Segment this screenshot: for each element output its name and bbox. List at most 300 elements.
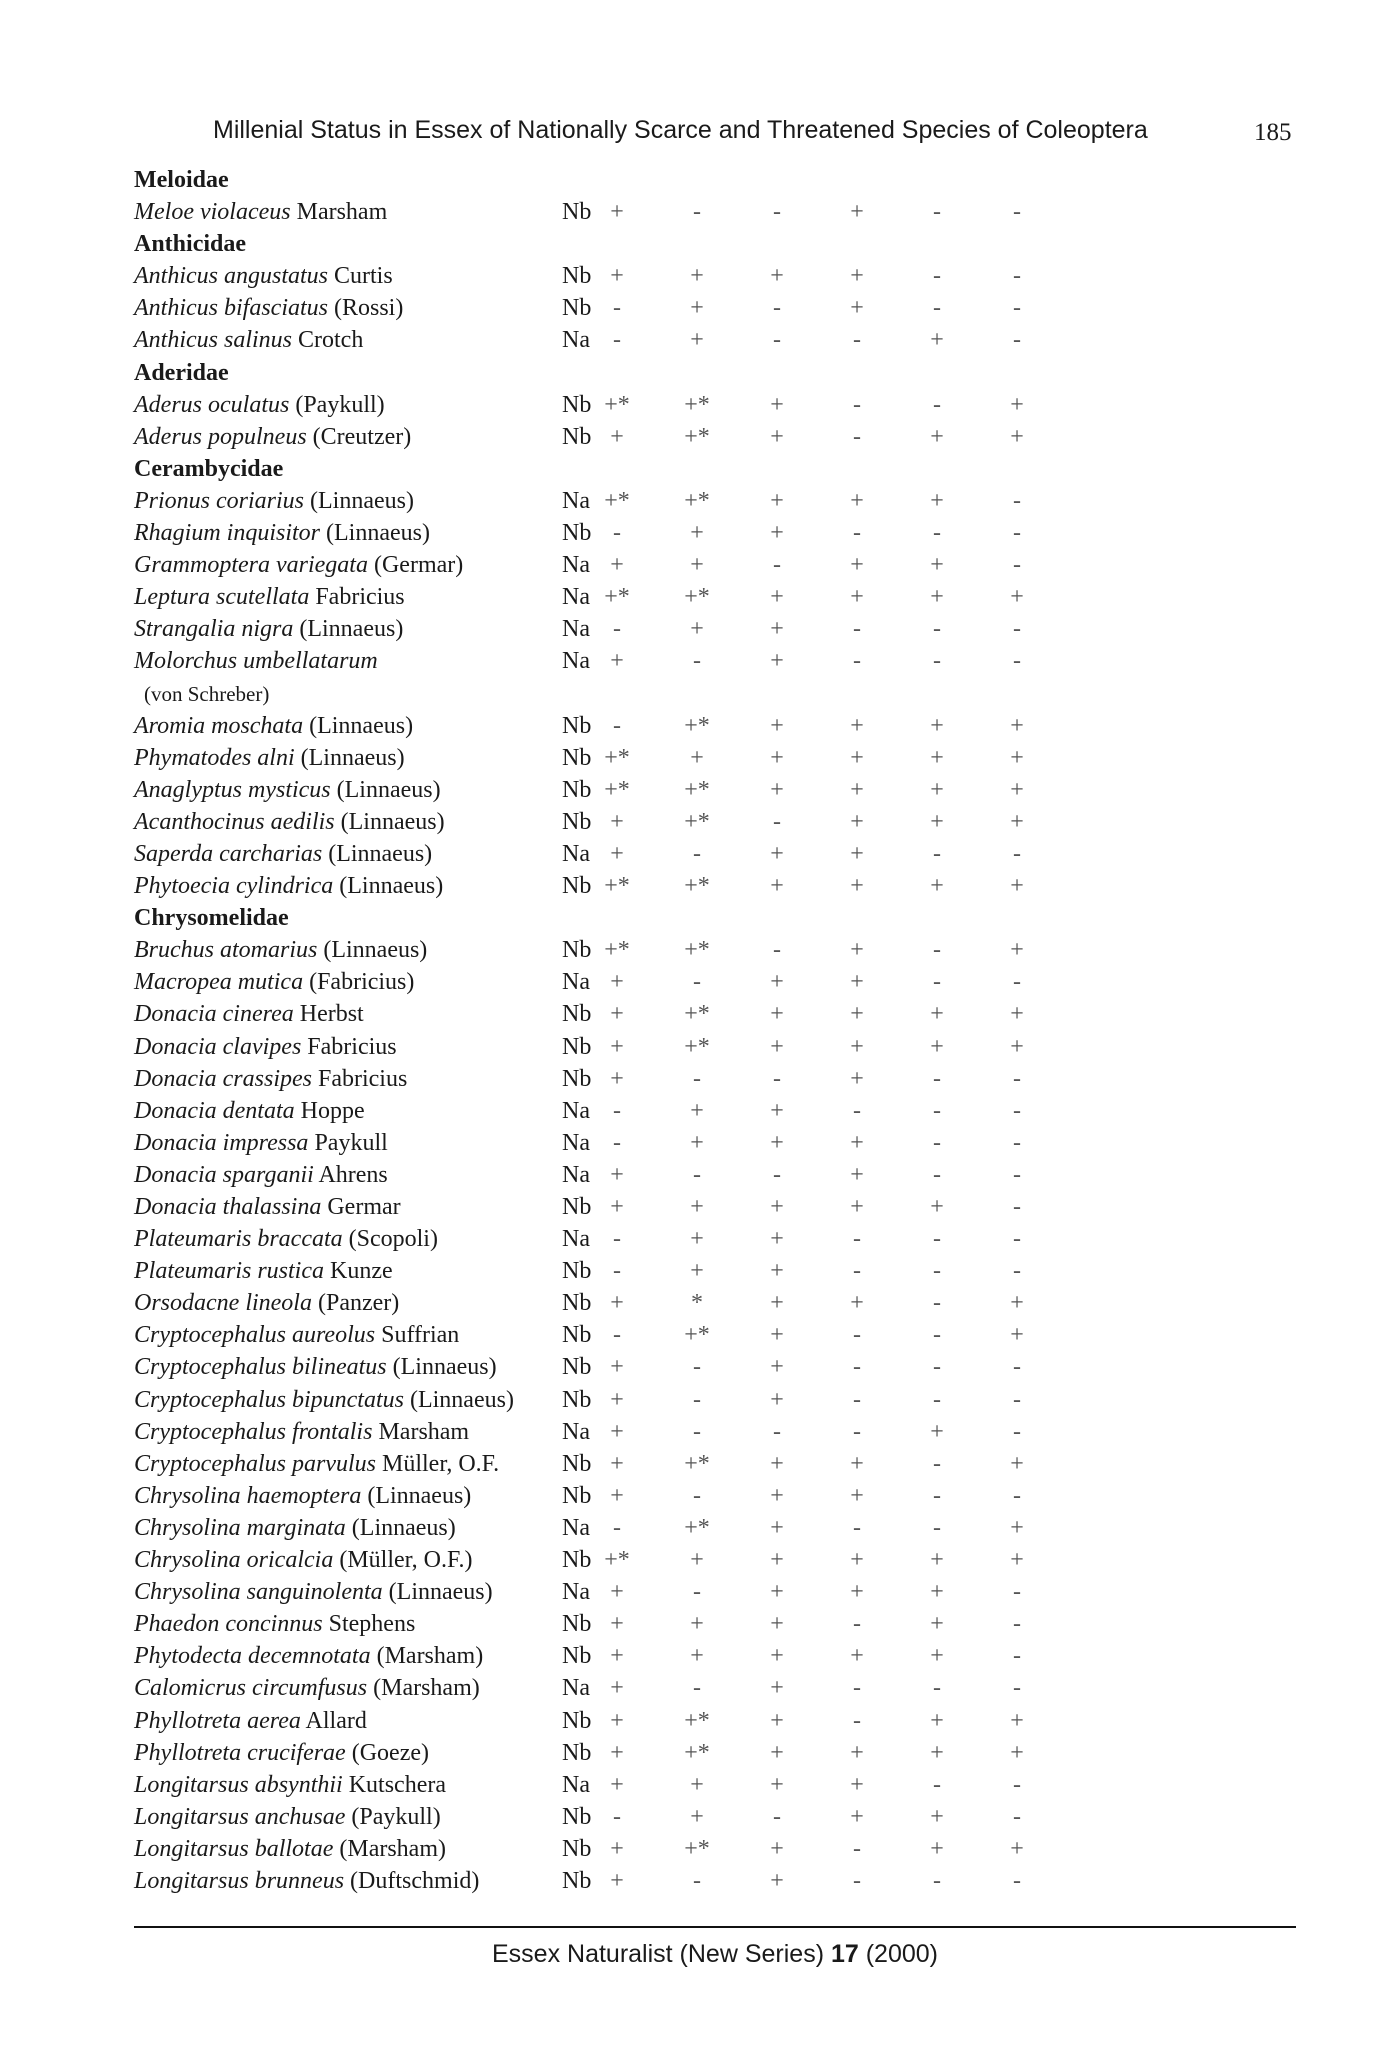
record-mark: - [613, 1258, 621, 1285]
species-binomial: Calomicrus circumfusus [134, 1675, 368, 1702]
species-author: Herbst [293, 1001, 364, 1028]
species-row [134, 806, 1304, 838]
record-mark: - [853, 520, 861, 547]
record-mark: + [610, 1065, 624, 1092]
species-row [134, 581, 1304, 613]
status-code: Nb [562, 744, 592, 771]
record-mark: + [850, 1803, 864, 1830]
record-mark: + [850, 776, 864, 803]
record-mark: + [930, 1803, 944, 1830]
status-code: Nb [562, 423, 592, 450]
record-mark: + [930, 1033, 944, 1060]
status-code: Na [562, 648, 590, 675]
status-code: Na [562, 1418, 590, 1445]
record-mark: + [770, 1033, 784, 1060]
record-mark: + [770, 1579, 784, 1606]
record-mark: + [770, 873, 784, 900]
record-mark: + [930, 327, 944, 354]
record-mark: - [933, 1290, 941, 1317]
status-code: Nb [562, 1450, 592, 1477]
status-code: Nb [562, 1707, 592, 1734]
species-name [134, 1384, 514, 1416]
species-row [134, 742, 1304, 774]
record-mark: + [690, 1258, 704, 1285]
species-author: (Duftschmid) [344, 1867, 480, 1894]
species-name [134, 485, 414, 517]
species-author: (Panzer) [311, 1290, 400, 1317]
species-name [134, 1480, 471, 1512]
record-mark: +* [604, 873, 630, 900]
record-mark: + [850, 937, 864, 964]
species-row [134, 1416, 1304, 1448]
record-mark: + [850, 840, 864, 867]
record-mark: + [610, 1739, 624, 1766]
species-author: (Marsham) [370, 1643, 484, 1670]
record-mark: + [770, 1129, 784, 1156]
record-mark: - [933, 648, 941, 675]
species-row [134, 1576, 1304, 1608]
record-mark: + [1010, 808, 1024, 835]
record-mark: - [933, 295, 941, 322]
record-mark: + [930, 1835, 944, 1862]
species-name [134, 613, 403, 645]
species-name [134, 1640, 483, 1672]
record-mark: + [770, 1739, 784, 1766]
record-mark: + [610, 1386, 624, 1413]
record-mark: +* [604, 776, 630, 803]
record-mark: + [770, 1354, 784, 1381]
status-code: Nb [562, 1803, 592, 1830]
species-row [134, 1512, 1304, 1544]
record-mark: +* [684, 937, 710, 964]
species-row [134, 1672, 1304, 1704]
family-heading: Cerambycidae [134, 455, 284, 482]
species-author: Fabricius [301, 1033, 397, 1060]
record-mark: + [770, 1643, 784, 1670]
record-mark: + [1010, 1033, 1024, 1060]
species-row [134, 517, 1304, 549]
running-title: Millenial Status in Essex of Nationally Scarce and Threatened Species of Coleoptera [213, 116, 1148, 144]
species-binomial: Aderus populneus [134, 423, 307, 450]
record-mark: + [930, 1001, 944, 1028]
record-mark: - [933, 1097, 941, 1124]
record-mark: - [773, 1803, 781, 1830]
species-binomial: Saperda carcharias [134, 840, 323, 867]
record-mark: + [850, 1482, 864, 1509]
record-mark: - [693, 1418, 701, 1445]
record-mark: + [770, 1258, 784, 1285]
record-mark: + [1010, 1450, 1024, 1477]
species-author: Fabricius [311, 1065, 408, 1092]
species-row [134, 1095, 1304, 1127]
record-mark: - [853, 648, 861, 675]
species-binomial: Donacia sparganii [134, 1161, 314, 1188]
species-name [134, 1576, 493, 1608]
record-mark: - [1013, 1482, 1021, 1509]
record-mark: + [850, 1771, 864, 1798]
record-mark: + [850, 1033, 864, 1060]
record-mark: + [930, 423, 944, 450]
species-name [134, 934, 427, 966]
record-mark: + [930, 776, 944, 803]
species-row [134, 1287, 1304, 1319]
record-mark: - [613, 616, 621, 643]
record-mark: +* [684, 873, 710, 900]
species-name [134, 1544, 472, 1576]
record-mark: + [690, 1097, 704, 1124]
record-mark: + [610, 1771, 624, 1798]
footer-rule [134, 1926, 1296, 1928]
record-mark: + [770, 648, 784, 675]
record-mark: - [613, 1129, 621, 1156]
record-mark: + [770, 840, 784, 867]
record-mark: - [933, 1482, 941, 1509]
record-mark: - [1013, 1867, 1021, 1894]
record-mark: + [850, 199, 864, 226]
record-mark: - [1013, 1097, 1021, 1124]
record-mark: + [690, 1771, 704, 1798]
species-name [134, 1672, 480, 1704]
species-row [134, 421, 1304, 453]
record-mark: - [1013, 327, 1021, 354]
species-name [134, 389, 385, 421]
species-name [134, 324, 363, 356]
record-mark: + [770, 263, 784, 290]
species-binomial: Phytodecta decemnotata [134, 1643, 371, 1670]
species-name [134, 1223, 438, 1255]
species-author: (Marsham) [333, 1835, 446, 1862]
species-name [134, 581, 405, 613]
record-mark: - [1013, 840, 1021, 867]
status-code: Na [562, 327, 590, 354]
record-mark: - [773, 199, 781, 226]
record-mark: +* [684, 1001, 710, 1028]
journal-year: (2000) [858, 1940, 938, 1968]
species-author: (Linnaeus) [330, 776, 441, 803]
species-row [134, 1191, 1304, 1223]
record-mark: + [610, 1579, 624, 1606]
record-mark: - [853, 1386, 861, 1413]
species-author: Stephens [322, 1611, 416, 1638]
species-row [134, 1351, 1304, 1383]
record-mark: +* [684, 1033, 710, 1060]
record-mark: + [770, 744, 784, 771]
record-mark: + [610, 840, 624, 867]
species-binomial: Cryptocephalus parvulus [134, 1450, 376, 1477]
record-mark: - [613, 327, 621, 354]
species-author: (Rossi) [328, 295, 404, 322]
species-name [134, 1865, 479, 1897]
status-code: Nb [562, 1065, 592, 1092]
species-row [134, 389, 1304, 421]
record-mark: - [933, 1450, 941, 1477]
record-mark: - [933, 1065, 941, 1092]
record-mark: + [1010, 1514, 1024, 1541]
species-row [134, 1480, 1304, 1512]
species-author: (von Schreber) [144, 681, 270, 706]
status-code: Na [562, 616, 590, 643]
record-mark: - [693, 1867, 701, 1894]
record-mark: - [1013, 487, 1021, 514]
record-mark: + [930, 1643, 944, 1670]
species-author: (Linnaeus) [317, 937, 428, 964]
species-binomial: Longitarsus brunneus [134, 1867, 345, 1894]
family-heading: Meloidae [134, 167, 229, 193]
species-author: (Linnaeus) [334, 808, 445, 835]
species-name [134, 1127, 388, 1159]
record-mark: +* [684, 487, 710, 514]
record-mark: - [933, 1129, 941, 1156]
record-mark: - [693, 648, 701, 675]
species-author: (Marsham) [367, 1675, 480, 1702]
record-mark: + [850, 584, 864, 611]
record-mark: - [773, 1065, 781, 1092]
species-binomial: Cryptocephalus bipunctatus [134, 1386, 404, 1413]
record-mark: - [693, 840, 701, 867]
record-mark: + [850, 1547, 864, 1574]
record-mark: - [933, 520, 941, 547]
record-mark: - [693, 1386, 701, 1413]
record-mark: - [1013, 1579, 1021, 1606]
species-author: Marsham [290, 199, 388, 226]
record-mark: + [610, 1675, 624, 1702]
record-mark: + [850, 1001, 864, 1028]
status-code: Nb [562, 1835, 592, 1862]
species-row [134, 1737, 1304, 1769]
record-mark: + [770, 1707, 784, 1734]
species-name [134, 517, 430, 549]
record-mark: + [770, 1226, 784, 1253]
species-name [134, 1416, 469, 1448]
species-name [134, 806, 445, 838]
record-mark: +* [684, 1514, 710, 1541]
status-code: Na [562, 1097, 590, 1124]
record-mark: - [933, 391, 941, 418]
species-name [134, 1191, 401, 1223]
status-code: Nb [562, 808, 592, 835]
record-mark: + [850, 263, 864, 290]
record-mark: + [610, 1707, 624, 1734]
record-mark: - [933, 616, 941, 643]
author-continuation [134, 678, 1304, 710]
species-name [134, 1769, 446, 1801]
status-code: Na [562, 1226, 590, 1253]
record-mark: + [610, 552, 624, 579]
record-mark: +* [604, 937, 630, 964]
record-mark: + [770, 1867, 784, 1894]
record-mark: + [770, 1675, 784, 1702]
species-name [134, 196, 387, 228]
status-code: Na [562, 1129, 590, 1156]
species-author: (Germar) [367, 552, 464, 579]
record-mark: + [690, 552, 704, 579]
record-mark: +* [604, 391, 630, 418]
record-mark: +* [684, 776, 710, 803]
species-row [134, 1448, 1304, 1480]
species-binomial: Chrysolina sanguinolenta [134, 1579, 383, 1606]
record-mark: + [610, 1194, 624, 1220]
species-binomial: Plateumaris braccata [134, 1226, 343, 1253]
species-row [134, 645, 1304, 677]
record-mark: - [773, 552, 781, 579]
species-name [134, 421, 411, 453]
status-code: Nb [562, 1867, 592, 1894]
record-mark: + [770, 487, 784, 514]
record-mark: + [850, 1450, 864, 1477]
family-heading: Anthicidae [134, 231, 247, 258]
species-row [134, 1255, 1304, 1287]
species-row [134, 1544, 1304, 1576]
record-mark: + [930, 584, 944, 611]
species-author: (Linnaeus) [333, 873, 444, 900]
species-author: (Linnaeus) [403, 1386, 514, 1413]
status-code: Nb [562, 1001, 592, 1028]
record-mark: + [770, 1386, 784, 1413]
species-name [134, 742, 405, 774]
record-mark: + [1010, 1835, 1024, 1862]
record-mark: + [850, 1579, 864, 1606]
record-mark: - [1013, 1418, 1021, 1445]
record-mark: - [933, 1514, 941, 1541]
record-mark: + [610, 199, 624, 226]
record-mark: + [770, 969, 784, 996]
species-row [134, 1705, 1304, 1737]
record-mark: + [1010, 1547, 1024, 1574]
record-mark: - [853, 391, 861, 418]
record-mark: - [1013, 1161, 1021, 1188]
record-mark: + [690, 295, 704, 322]
species-name [134, 1512, 456, 1544]
record-mark: + [770, 776, 784, 803]
species-name [134, 966, 414, 998]
species-binomial: Grammoptera variegata [134, 552, 368, 579]
record-mark: + [610, 1835, 624, 1862]
species-binomial: Prionus coriarius [134, 487, 305, 514]
record-mark: - [613, 295, 621, 322]
status-code: Nb [562, 1547, 592, 1574]
status-code: Na [562, 552, 590, 579]
species-author: (Creutzer) [306, 423, 412, 450]
record-mark: + [770, 1194, 784, 1220]
record-mark: + [610, 263, 624, 290]
record-mark: + [690, 1194, 704, 1220]
record-mark: - [933, 969, 941, 996]
record-mark: - [933, 1161, 941, 1188]
record-mark: + [930, 1579, 944, 1606]
record-mark: + [1010, 391, 1024, 418]
species-name [134, 260, 393, 292]
species-row [134, 260, 1304, 292]
record-mark: + [1010, 423, 1024, 450]
record-mark: + [930, 1739, 944, 1766]
record-mark: + [690, 1129, 704, 1156]
status-code: Nb [562, 199, 592, 226]
record-mark: - [1013, 199, 1021, 226]
record-mark: + [930, 1611, 944, 1638]
record-mark: - [853, 423, 861, 450]
record-mark: + [850, 1129, 864, 1156]
record-mark: - [1013, 263, 1021, 290]
record-mark: - [933, 1354, 941, 1381]
species-name [134, 710, 413, 742]
record-mark: +* [684, 1707, 710, 1734]
species-name [134, 1705, 367, 1737]
record-mark: +* [684, 584, 710, 611]
record-mark: - [1013, 295, 1021, 322]
status-code: Nb [562, 776, 592, 803]
species-binomial: Bruchus atomarius [134, 937, 318, 964]
species-author: (Paykull) [345, 1803, 441, 1830]
record-mark: - [773, 808, 781, 835]
record-mark: - [1013, 969, 1021, 996]
status-code: Na [562, 969, 590, 996]
status-code: Nb [562, 873, 592, 900]
species-binomial: Macropea mutica [134, 969, 304, 996]
record-mark: + [690, 520, 704, 547]
record-mark: +* [684, 423, 710, 450]
record-mark: - [933, 937, 941, 964]
record-mark: + [770, 1835, 784, 1862]
record-mark: - [773, 1161, 781, 1188]
record-mark: - [853, 1835, 861, 1862]
record-mark: - [613, 520, 621, 547]
record-mark: + [610, 1482, 624, 1509]
species-author: Kunze [324, 1258, 393, 1285]
record-mark: + [1010, 744, 1024, 771]
record-mark: +* [684, 1739, 710, 1766]
species-binomial: Anthicus angustatus [134, 263, 329, 290]
record-mark: + [930, 808, 944, 835]
status-code: Nb [562, 1258, 592, 1285]
species-author: (Linnaeus) [294, 744, 405, 771]
record-mark: + [850, 808, 864, 835]
record-mark: + [930, 1547, 944, 1574]
species-row [134, 1640, 1304, 1672]
record-mark: + [610, 1290, 624, 1317]
record-mark: - [853, 1258, 861, 1285]
record-mark: + [770, 1001, 784, 1028]
record-mark: - [773, 327, 781, 354]
record-mark: - [693, 199, 701, 226]
species-author: (Fabricius) [303, 969, 415, 996]
species-author: (Paykull) [289, 391, 385, 418]
record-mark: - [933, 1226, 941, 1253]
record-mark: + [1010, 776, 1024, 803]
species-name [134, 1833, 446, 1865]
species-status-table [134, 164, 1304, 1897]
species-name [134, 1255, 393, 1287]
species-author: (Linnaeus) [382, 1579, 493, 1606]
species-author: (Linnaeus) [386, 1354, 497, 1381]
record-mark: +* [684, 391, 710, 418]
record-mark: +* [604, 487, 630, 514]
species-author: (Linnaeus) [304, 487, 414, 514]
record-mark: - [1013, 1675, 1021, 1702]
record-mark: - [853, 616, 861, 643]
species-author: Müller, O.F. [375, 1450, 500, 1477]
record-mark: +* [684, 808, 710, 835]
species-row [134, 934, 1304, 966]
record-mark: - [853, 1675, 861, 1702]
species-name [134, 870, 443, 902]
record-mark: - [1013, 552, 1021, 579]
species-name [134, 1608, 415, 1640]
species-binomial: Acanthocinus aedilis [134, 808, 335, 835]
species-binomial: Donacia cinerea [134, 1001, 294, 1028]
species-author: (Linnaeus) [320, 520, 430, 547]
record-mark: - [853, 1354, 861, 1381]
record-mark: - [853, 327, 861, 354]
